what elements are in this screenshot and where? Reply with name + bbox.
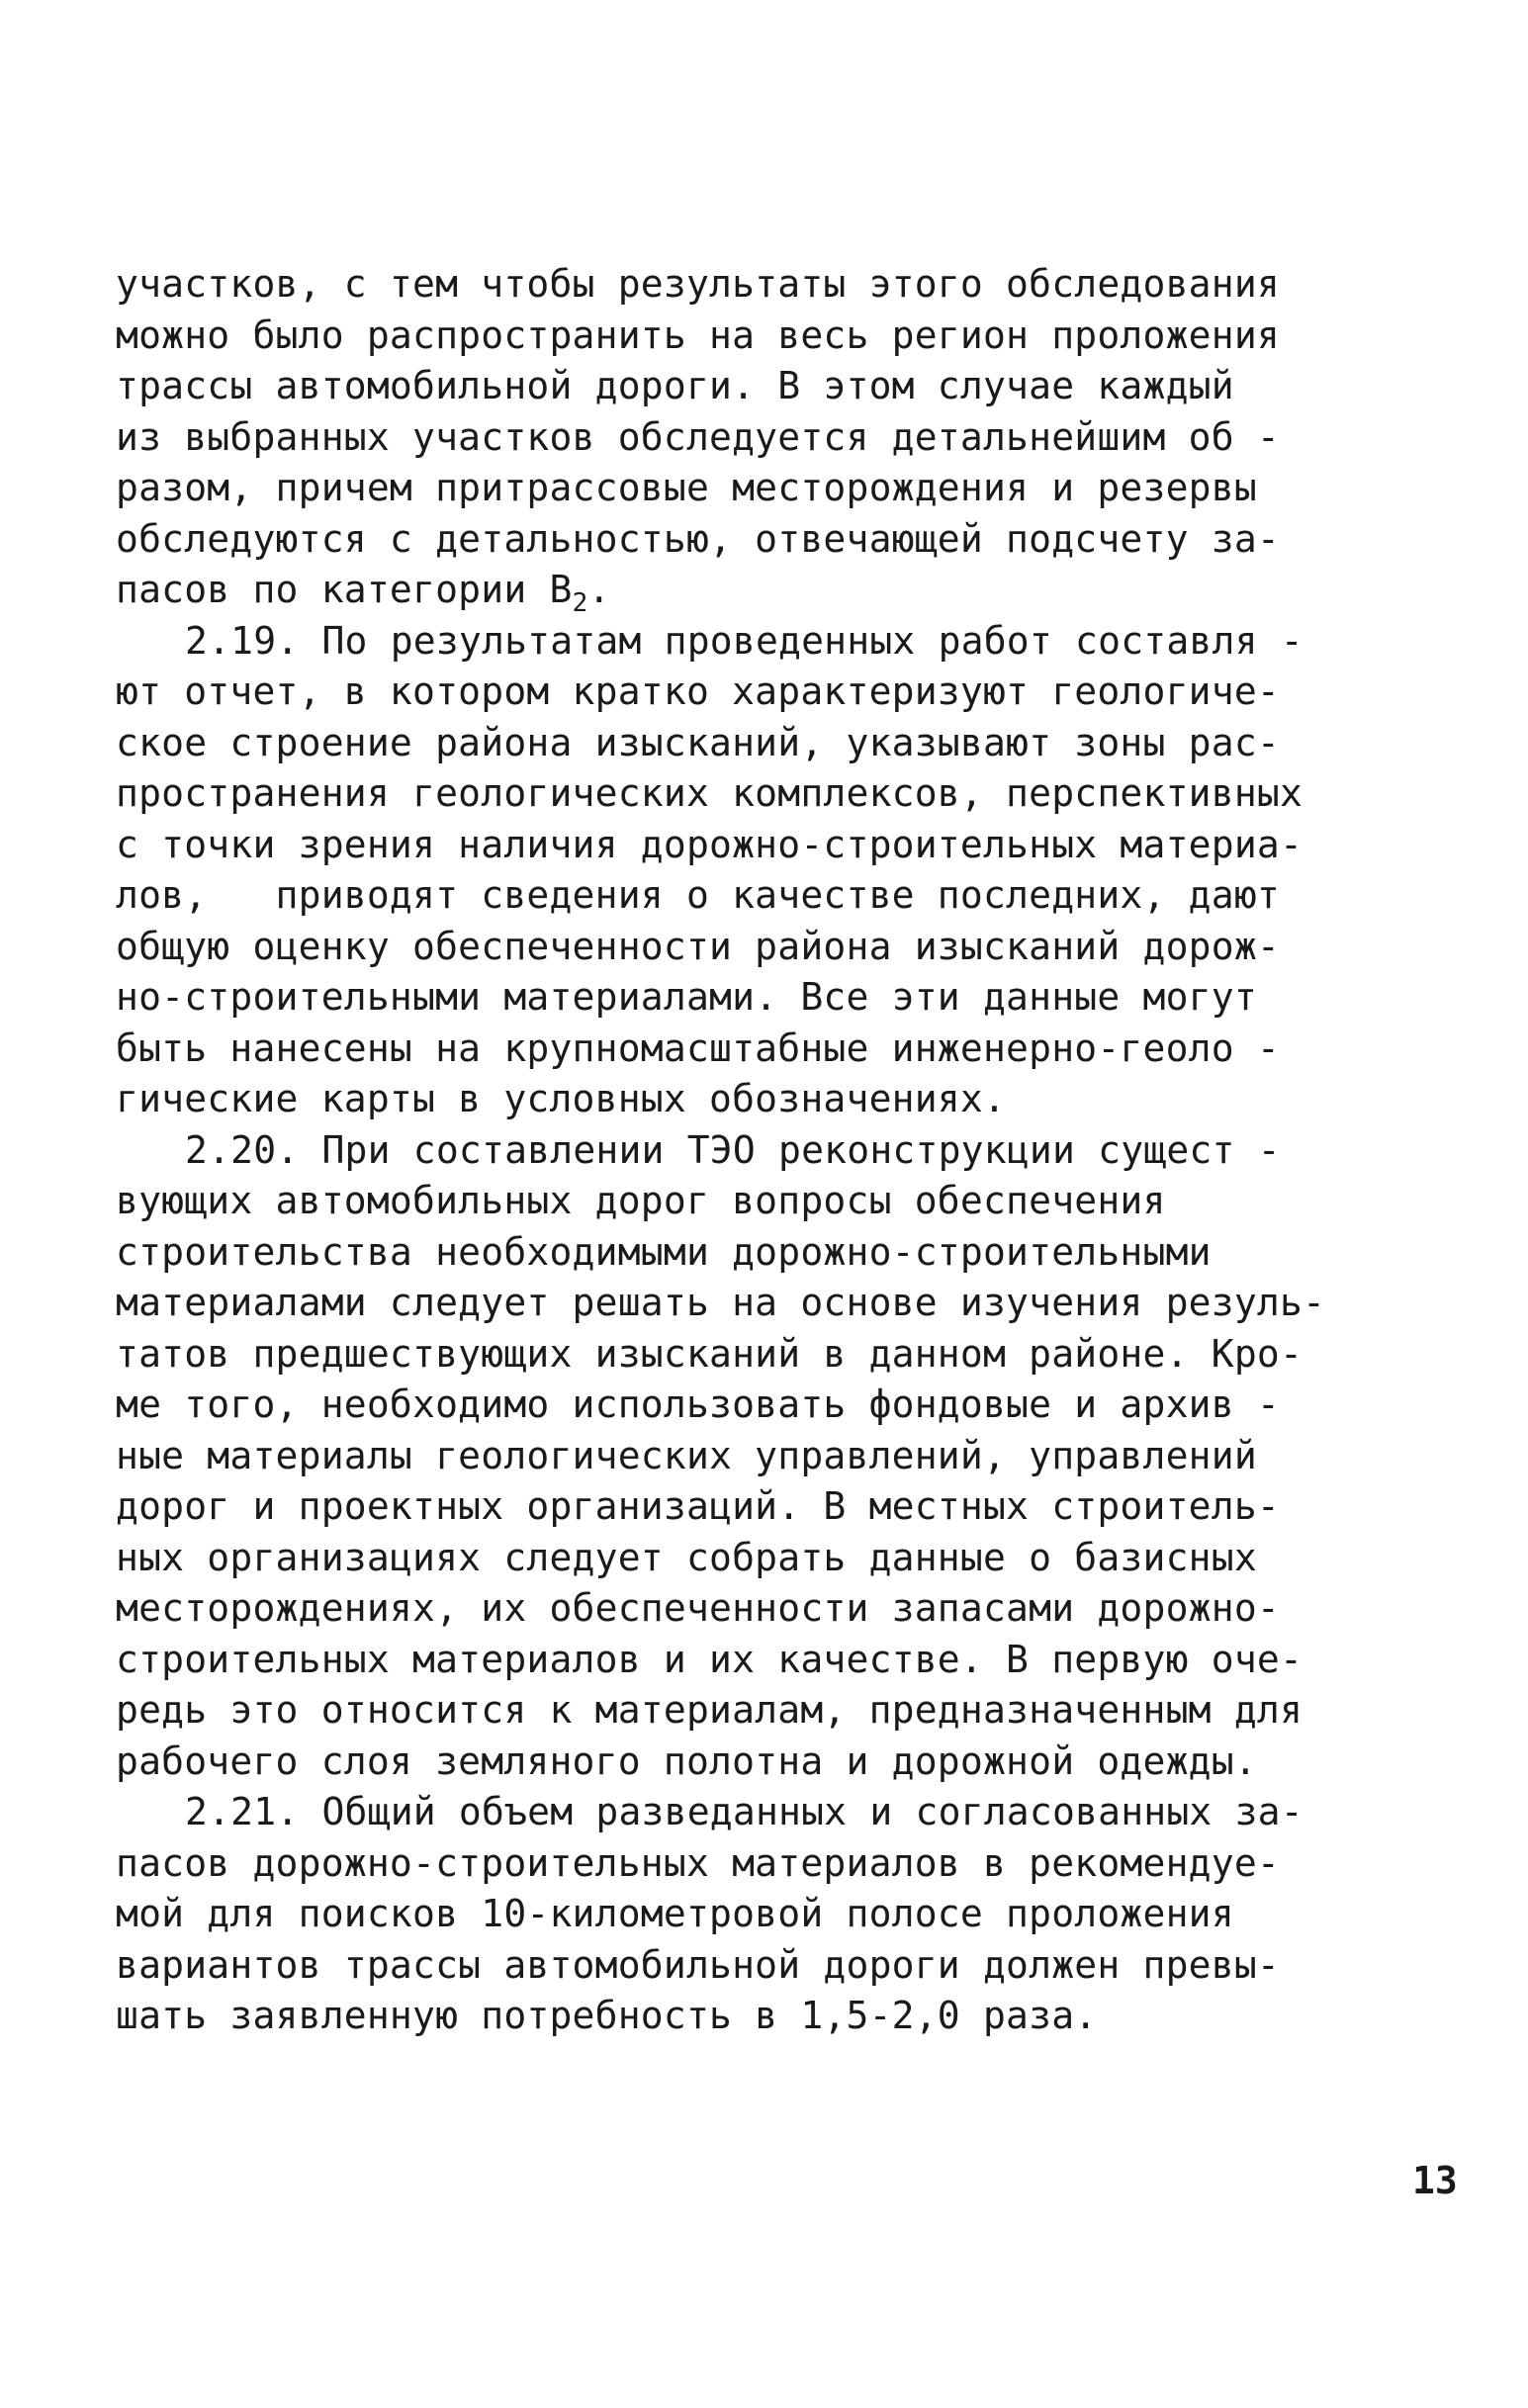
text-line: ме того, необходимо использовать фондовые и архив - <box>116 1382 1280 1426</box>
text-line: ные материалы геологических управлений, управлений <box>116 1433 1257 1477</box>
text-line: из выбранных участков обследуется детальнейшим об - <box>116 414 1280 459</box>
text-line: можно было распространить на весь регион проложения <box>116 312 1280 357</box>
page-number: 13 <box>1412 2159 1458 2202</box>
category-subscript: 2 <box>572 588 588 618</box>
text-line: обследуются с детальностью, отвечающей подсчету за- <box>116 516 1280 561</box>
category-text: пасов по категории В <box>116 568 573 611</box>
text-line: ское строение района изысканий, указывают зоны рас- <box>116 720 1280 764</box>
text-line: шать заявленную потребность в 1,5-2,0 раза. <box>116 1994 1098 2037</box>
text-line: ных организациях следует собрать данные о базисных <box>116 1535 1257 1579</box>
text-line: мой для поисков 10-километровой полосе проложения <box>116 1892 1234 1935</box>
text-line: но-строительными материалами. Все эти данные могут <box>116 975 1257 1019</box>
text-line: трассы автомобильной дороги. В этом случае каждый <box>116 364 1234 407</box>
paragraph-2-19-start: 2.19. По результатам проведенных работ составля - <box>185 618 1303 663</box>
text-line: разом, причем притрассовые месторождения и резервы <box>116 466 1257 509</box>
text-line: рабочего слоя земляного полотна и дорожной одежды. <box>116 1739 1257 1783</box>
text-line: вариантов трассы автомобильной дороги должен превы- <box>116 1942 1280 1987</box>
text-line: с точки зрения наличия дорожно-строительных материа- <box>116 822 1303 866</box>
paragraph-2-21-start: 2.21. Общий объем разведанных и согласованных за- <box>185 1790 1303 1833</box>
text-line: редь это относится к материалам, предназначенным для <box>116 1688 1303 1732</box>
text-line: быть нанесены на крупномасштабные инженерно-геоло - <box>116 1026 1280 1070</box>
body-text <box>116 259 1401 2042</box>
category-period: . <box>587 568 611 611</box>
text-line: строительства необходимыми дорожно-строительными <box>116 1229 1212 1274</box>
text-line: гические карты в условных обозначениях. <box>116 1077 1007 1120</box>
text-line: строительных материалов и их качестве. В первую оче- <box>116 1637 1303 1681</box>
text-line: татов предшествующих изысканий в данном районе. Кро- <box>116 1331 1303 1376</box>
text-line: пространения геологических комплексов, перспективных <box>116 771 1303 815</box>
text-line: материалами следует решать на основе изучения резуль- <box>116 1281 1326 1324</box>
paragraph-2-20-start: 2.20. При составлении ТЭО реконструкции сущест - <box>185 1127 1281 1172</box>
text-line: месторождениях, их обеспеченности запасами дорожно- <box>116 1586 1280 1630</box>
text-line: лов, приводят сведения о качестве последних, дают <box>116 873 1280 917</box>
text-line-with-subscript <box>116 565 1401 616</box>
text-line: общую оценку обеспеченности района изысканий дорож- <box>116 924 1280 968</box>
text-line: пасов дорожно-строительных материалов в рекомендуе- <box>116 1840 1280 1885</box>
text-line: ют отчет, в котором кратко характеризуют геологиче- <box>116 669 1280 713</box>
text-line: дорог и проектных организаций. В местных строитель- <box>116 1484 1280 1528</box>
text-line: вующих автомобильных дорог вопросы обеспечения <box>116 1179 1166 1222</box>
text-line: участков, с тем чтобы результаты этого обследования <box>116 262 1280 306</box>
